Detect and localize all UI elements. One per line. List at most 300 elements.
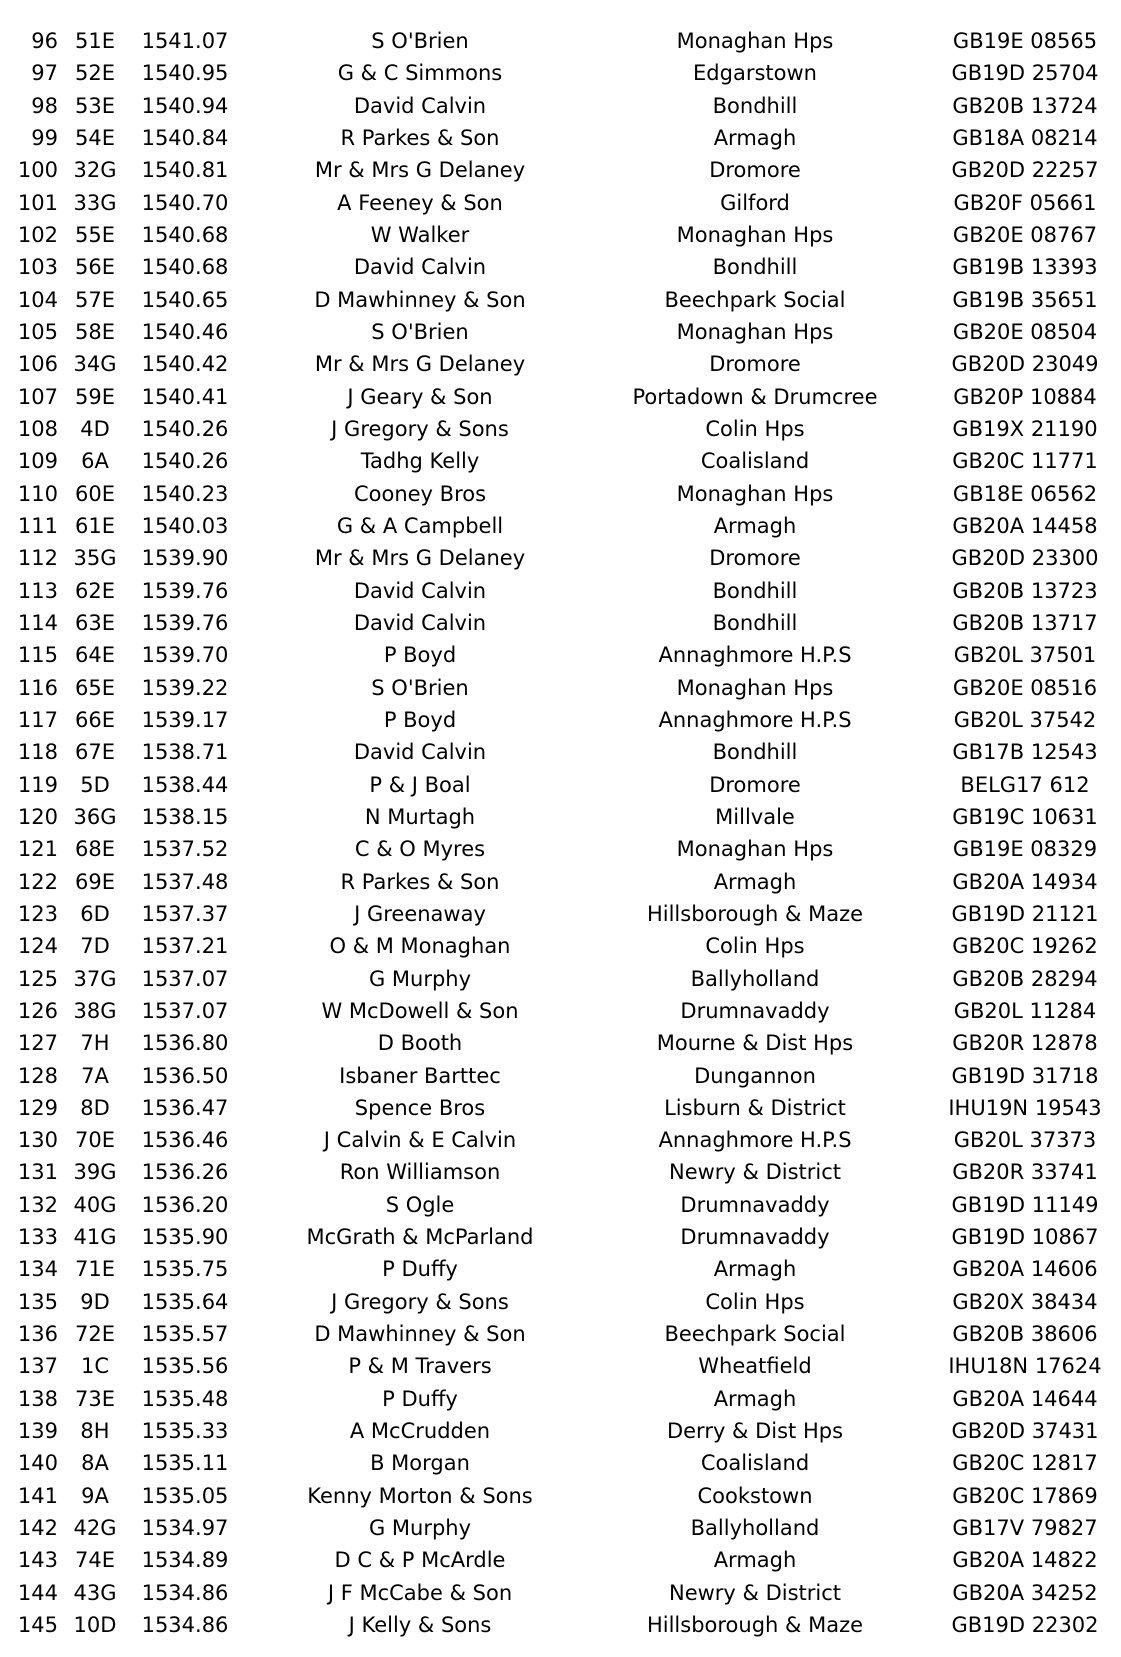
name-cell: David Calvin xyxy=(353,610,487,635)
ring-number-cell: GB17V 79827 xyxy=(952,1516,1098,1541)
name-cell: A McCrudden xyxy=(349,1419,491,1444)
velocity-cell: 1535.05 xyxy=(141,1483,229,1508)
club-cell: Armagh xyxy=(713,125,797,150)
velocity-cell: 1539.76 xyxy=(141,610,229,635)
velocity-cell: 1540.81 xyxy=(141,158,229,183)
club-cell: Portadown & Drumcree xyxy=(632,384,878,409)
club-cell: Annaghmore H.P.S xyxy=(658,643,852,668)
club-cell: Gilford xyxy=(720,190,790,215)
result-row xyxy=(0,930,1121,962)
name-cell: S O'Brien xyxy=(371,29,469,53)
velocity-cell: 1535.48 xyxy=(141,1386,229,1411)
result-row xyxy=(0,672,1121,704)
club-cell: Drumnavaddy xyxy=(680,1225,830,1250)
position-cell: 128 xyxy=(17,1063,58,1088)
position-cell: 133 xyxy=(17,1225,58,1250)
club-cell: Armagh xyxy=(713,513,797,538)
ring-number-cell: GB20A 14822 xyxy=(952,1548,1098,1573)
name-cell: N Murtagh xyxy=(364,804,476,829)
result-row xyxy=(0,607,1121,639)
result-row xyxy=(0,542,1121,574)
result-row xyxy=(0,1512,1121,1544)
ring-number-cell: GB20C 12817 xyxy=(952,1451,1098,1476)
ring-number-cell: GB19D 10867 xyxy=(951,1225,1099,1250)
club-cell: Armagh xyxy=(713,1386,797,1411)
name-cell: S Ogle xyxy=(385,1192,455,1217)
club-cell: Mourne & Dist Hps xyxy=(656,1031,854,1056)
name-cell: D Mawhinney & Son xyxy=(314,287,526,312)
code-cell: 65E xyxy=(75,675,115,700)
club-cell: Armagh xyxy=(713,1257,797,1282)
name-cell: W Walker xyxy=(370,222,470,247)
ring-number-cell: IHU19N 19543 xyxy=(948,1095,1102,1120)
result-row xyxy=(0,1318,1121,1350)
result-row xyxy=(0,348,1121,380)
velocity-cell: 1537.48 xyxy=(141,869,229,894)
club-cell: Dromore xyxy=(709,546,801,571)
ring-number-cell: GB20B 13717 xyxy=(952,610,1098,635)
code-cell: 41G xyxy=(73,1225,117,1250)
club-cell: Beechpark Social xyxy=(664,1322,846,1347)
code-cell: 10D xyxy=(73,1613,117,1638)
name-cell: P Duffy xyxy=(382,1257,458,1282)
position-cell: 114 xyxy=(17,610,58,635)
velocity-cell: 1539.70 xyxy=(141,643,229,668)
code-cell: 58E xyxy=(75,319,115,344)
result-row xyxy=(0,478,1121,510)
result-row xyxy=(0,1253,1121,1285)
name-cell: P Duffy xyxy=(382,1386,458,1411)
position-cell: 121 xyxy=(17,837,58,862)
result-row xyxy=(0,251,1121,283)
velocity-cell: 1539.90 xyxy=(141,546,229,571)
result-row xyxy=(0,736,1121,768)
name-cell: Spence Bros xyxy=(354,1095,486,1120)
code-cell: 53E xyxy=(75,93,115,118)
club-cell: Dromore xyxy=(709,772,801,797)
result-row xyxy=(0,284,1121,316)
ring-number-cell: GB20B 13724 xyxy=(952,93,1098,118)
ring-number-cell: GB19D 25704 xyxy=(951,61,1099,86)
ring-number-cell: GB17B 12543 xyxy=(952,740,1098,765)
name-cell: J Kelly & Sons xyxy=(348,1613,492,1638)
ring-number-cell: GB19D 21121 xyxy=(951,901,1099,926)
position-cell: 134 xyxy=(17,1257,58,1282)
name-cell: David Calvin xyxy=(353,93,487,118)
ring-number-cell: GB20C 11771 xyxy=(952,449,1098,474)
code-cell: 66E xyxy=(75,707,115,732)
velocity-cell: 1535.75 xyxy=(141,1257,229,1282)
position-cell: 111 xyxy=(17,513,58,538)
velocity-cell: 1539.17 xyxy=(141,707,229,732)
ring-number-cell: GB20E 08767 xyxy=(952,222,1098,247)
velocity-cell: 1540.84 xyxy=(141,125,229,150)
velocity-cell: 1535.57 xyxy=(141,1322,229,1347)
name-cell: G Murphy xyxy=(368,966,472,991)
ring-number-cell: GB19D 22302 xyxy=(951,1613,1099,1638)
ring-number-cell: IHU18N 17624 xyxy=(948,1354,1102,1379)
velocity-cell: 1537.07 xyxy=(141,966,229,991)
velocity-cell: 1538.71 xyxy=(141,740,229,765)
position-cell: 132 xyxy=(17,1192,58,1217)
code-cell: 8A xyxy=(81,1451,109,1476)
name-cell: D Booth xyxy=(377,1031,463,1056)
code-cell: 63E xyxy=(75,610,115,635)
velocity-cell: 1540.94 xyxy=(141,93,229,118)
code-cell: 68E xyxy=(75,837,115,862)
ring-number-cell: GB20C 17869 xyxy=(952,1483,1098,1508)
ring-number-cell: GB20D 23300 xyxy=(951,546,1099,571)
name-cell: C & O Myres xyxy=(354,837,486,862)
code-cell: 64E xyxy=(75,643,115,668)
result-row xyxy=(0,316,1121,348)
position-cell: 135 xyxy=(17,1289,58,1314)
velocity-cell: 1539.22 xyxy=(141,675,229,700)
name-cell: A Feeney & Son xyxy=(337,190,503,215)
name-cell: P & M Travers xyxy=(348,1354,492,1379)
code-cell: 4D xyxy=(80,416,110,441)
position-cell: 113 xyxy=(17,578,58,603)
name-cell: P Boyd xyxy=(383,707,457,732)
velocity-cell: 1540.95 xyxy=(141,61,229,86)
code-cell: 8H xyxy=(80,1419,110,1444)
position-cell: 123 xyxy=(17,901,58,926)
club-cell: Hillsborough & Maze xyxy=(646,1613,864,1638)
code-cell: 43G xyxy=(73,1580,117,1605)
position-cell: 126 xyxy=(17,998,58,1023)
club-cell: Bondhill xyxy=(712,578,798,603)
club-cell: Armagh xyxy=(713,869,797,894)
position-cell: 122 xyxy=(17,869,58,894)
position-cell: 104 xyxy=(17,287,58,312)
velocity-cell: 1540.68 xyxy=(141,255,229,280)
club-cell: Wheatfield xyxy=(698,1354,812,1379)
name-cell: David Calvin xyxy=(353,255,487,280)
result-row xyxy=(0,769,1121,801)
result-row xyxy=(0,445,1121,477)
ring-number-cell: GB18A 08214 xyxy=(952,125,1098,150)
result-row xyxy=(0,898,1121,930)
result-row xyxy=(0,1060,1121,1092)
club-cell: Dromore xyxy=(709,158,801,183)
position-cell: 112 xyxy=(17,546,58,571)
ring-number-cell: BELG17 612 xyxy=(960,772,1090,797)
club-cell: Coalisland xyxy=(700,449,810,474)
ring-number-cell: GB20D 37431 xyxy=(951,1419,1099,1444)
club-cell: Colin Hps xyxy=(705,416,805,441)
result-row xyxy=(0,90,1121,122)
velocity-cell: 1540.42 xyxy=(141,352,229,377)
ring-number-cell: GB20L 11284 xyxy=(953,998,1097,1023)
ring-number-cell: GB20X 38434 xyxy=(952,1289,1098,1314)
position-cell: 138 xyxy=(17,1386,58,1411)
position-cell: 102 xyxy=(17,222,58,247)
result-row xyxy=(0,1383,1121,1415)
position-cell: 109 xyxy=(17,449,58,474)
velocity-cell: 1539.76 xyxy=(141,578,229,603)
position-cell: 137 xyxy=(17,1354,58,1379)
ring-number-cell: GB20P 10884 xyxy=(953,384,1097,409)
result-row xyxy=(0,1027,1121,1059)
position-cell: 130 xyxy=(17,1128,58,1153)
position-cell: 140 xyxy=(17,1451,58,1476)
velocity-cell: 1535.33 xyxy=(141,1419,229,1444)
name-cell: Mr & Mrs G Delaney xyxy=(314,158,526,183)
velocity-cell: 1540.68 xyxy=(141,222,229,247)
club-cell: Newry & District xyxy=(668,1580,842,1605)
velocity-cell: 1541.07 xyxy=(141,29,229,53)
ring-number-cell: GB19X 21190 xyxy=(952,416,1098,441)
velocity-cell: 1534.86 xyxy=(141,1613,229,1638)
ring-number-cell: GB20A 14644 xyxy=(952,1386,1098,1411)
ring-number-cell: GB20L 37501 xyxy=(953,643,1097,668)
name-cell: Kenny Morton & Sons xyxy=(307,1483,533,1508)
club-cell: Bondhill xyxy=(712,93,798,118)
ring-number-cell: GB20R 33741 xyxy=(952,1160,1098,1185)
code-cell: 6D xyxy=(80,901,110,926)
ring-number-cell: GB19B 13393 xyxy=(952,255,1098,280)
name-cell: R Parkes & Son xyxy=(340,869,500,894)
name-cell: J Gregory & Sons xyxy=(331,416,509,441)
name-cell: Mr & Mrs G Delaney xyxy=(314,352,526,377)
velocity-cell: 1537.21 xyxy=(141,934,229,959)
position-cell: 131 xyxy=(17,1160,58,1185)
result-row xyxy=(0,801,1121,833)
position-cell: 119 xyxy=(17,772,58,797)
ring-number-cell: GB20B 13723 xyxy=(952,578,1098,603)
result-row xyxy=(0,1221,1121,1253)
velocity-cell: 1535.56 xyxy=(141,1354,229,1379)
ring-number-cell: GB20B 38606 xyxy=(952,1322,1098,1347)
code-cell: 38G xyxy=(73,998,117,1023)
code-cell: 72E xyxy=(75,1322,115,1347)
result-row xyxy=(0,995,1121,1027)
code-cell: 70E xyxy=(75,1128,115,1153)
results-list xyxy=(0,25,1121,1641)
club-cell: Monaghan Hps xyxy=(676,319,834,344)
position-cell: 145 xyxy=(17,1613,58,1638)
club-cell: Ballyholland xyxy=(690,966,820,991)
position-cell: 106 xyxy=(17,352,58,377)
position-cell: 107 xyxy=(17,384,58,409)
club-cell: Monaghan Hps xyxy=(676,29,834,53)
club-cell: Annaghmore H.P.S xyxy=(658,1128,852,1153)
position-cell: 136 xyxy=(17,1322,58,1347)
ring-number-cell: GB20C 19262 xyxy=(952,934,1098,959)
position-cell: 129 xyxy=(17,1095,58,1120)
velocity-cell: 1540.46 xyxy=(141,319,229,344)
code-cell: 8D xyxy=(80,1095,110,1120)
code-cell: 71E xyxy=(75,1257,115,1282)
club-cell: Drumnavaddy xyxy=(680,1192,830,1217)
name-cell: McGrath & McParland xyxy=(306,1225,534,1250)
club-cell: Edgarstown xyxy=(693,61,817,86)
code-cell: 42G xyxy=(73,1516,117,1541)
club-cell: Colin Hps xyxy=(705,1289,805,1314)
name-cell: G Murphy xyxy=(368,1516,472,1541)
club-cell: Hillsborough & Maze xyxy=(646,901,864,926)
velocity-cell: 1536.80 xyxy=(141,1031,229,1056)
velocity-cell: 1538.15 xyxy=(141,804,229,829)
code-cell: 5D xyxy=(80,772,110,797)
result-row xyxy=(0,963,1121,995)
name-cell: J F McCabe & Son xyxy=(327,1580,513,1605)
result-row xyxy=(0,219,1121,251)
ring-number-cell: GB19E 08329 xyxy=(952,837,1098,862)
name-cell: R Parkes & Son xyxy=(340,125,500,150)
result-row xyxy=(0,575,1121,607)
code-cell: 9A xyxy=(81,1483,109,1508)
velocity-cell: 1534.86 xyxy=(141,1580,229,1605)
club-cell: Millvale xyxy=(715,804,795,829)
name-cell: G & A Campbell xyxy=(336,513,504,538)
name-cell: J Calvin & E Calvin xyxy=(323,1128,517,1153)
ring-number-cell: GB20E 08516 xyxy=(952,675,1098,700)
club-cell: Annaghmore H.P.S xyxy=(658,707,852,732)
ring-number-cell: GB20E 08504 xyxy=(952,319,1098,344)
name-cell: S O'Brien xyxy=(371,319,469,344)
club-cell: Bondhill xyxy=(712,740,798,765)
name-cell: David Calvin xyxy=(353,578,487,603)
result-row xyxy=(0,1609,1121,1641)
velocity-cell: 1537.07 xyxy=(141,998,229,1023)
club-cell: Bondhill xyxy=(712,255,798,280)
ring-number-cell: GB20F 05661 xyxy=(953,190,1097,215)
velocity-cell: 1535.11 xyxy=(141,1451,229,1476)
result-row xyxy=(0,122,1121,154)
name-cell: S O'Brien xyxy=(371,675,469,700)
velocity-cell: 1540.70 xyxy=(141,190,229,215)
club-cell: Monaghan Hps xyxy=(676,837,834,862)
code-cell: 7A xyxy=(81,1063,109,1088)
velocity-cell: 1534.97 xyxy=(141,1516,229,1541)
club-cell: Derry & Dist Hps xyxy=(666,1419,844,1444)
ring-number-cell: GB20A 14606 xyxy=(952,1257,1098,1282)
position-cell: 103 xyxy=(17,255,58,280)
code-cell: 55E xyxy=(75,222,115,247)
name-cell: David Calvin xyxy=(353,740,487,765)
position-cell: 105 xyxy=(17,319,58,344)
code-cell: 7D xyxy=(80,934,110,959)
code-cell: 52E xyxy=(75,61,115,86)
position-cell: 115 xyxy=(17,643,58,668)
code-cell: 33G xyxy=(73,190,117,215)
name-cell: D C & P McArdle xyxy=(334,1548,506,1573)
position-cell: 97 xyxy=(31,61,58,86)
position-cell: 96 xyxy=(31,29,58,53)
position-cell: 124 xyxy=(17,934,58,959)
name-cell: Tadhg Kelly xyxy=(360,449,480,474)
ring-number-cell: GB20D 23049 xyxy=(951,352,1099,377)
code-cell: 51E xyxy=(75,29,115,53)
velocity-cell: 1535.90 xyxy=(141,1225,229,1250)
result-row xyxy=(0,25,1121,57)
result-row xyxy=(0,866,1121,898)
name-cell: G & C Simmons xyxy=(337,61,503,86)
code-cell: 67E xyxy=(75,740,115,765)
ring-number-cell: GB20B 28294 xyxy=(952,966,1098,991)
velocity-cell: 1536.47 xyxy=(141,1095,229,1120)
name-cell: J Gregory & Sons xyxy=(331,1289,509,1314)
ring-number-cell: GB20A 34252 xyxy=(952,1580,1098,1605)
position-cell: 110 xyxy=(17,481,58,506)
club-cell: Dungannon xyxy=(694,1063,816,1088)
result-row xyxy=(0,1092,1121,1124)
ring-number-cell: GB20A 14458 xyxy=(952,513,1098,538)
result-row xyxy=(0,639,1121,671)
code-cell: 40G xyxy=(73,1192,117,1217)
result-row xyxy=(0,1286,1121,1318)
ring-number-cell: GB20R 12878 xyxy=(952,1031,1098,1056)
code-cell: 7H xyxy=(80,1031,110,1056)
position-cell: 141 xyxy=(17,1483,58,1508)
club-cell: Ballyholland xyxy=(690,1516,820,1541)
code-cell: 34G xyxy=(73,352,117,377)
code-cell: 73E xyxy=(75,1386,115,1411)
result-row xyxy=(0,413,1121,445)
velocity-cell: 1537.52 xyxy=(141,837,229,862)
position-cell: 139 xyxy=(17,1419,58,1444)
position-cell: 116 xyxy=(17,675,58,700)
position-cell: 117 xyxy=(17,707,58,732)
velocity-cell: 1540.26 xyxy=(141,416,229,441)
result-row xyxy=(0,154,1121,186)
club-cell: Dromore xyxy=(709,352,801,377)
result-row xyxy=(0,1124,1121,1156)
velocity-cell: 1540.65 xyxy=(141,287,229,312)
ring-number-cell: GB19D 31718 xyxy=(951,1063,1099,1088)
club-cell: Monaghan Hps xyxy=(676,675,834,700)
club-cell: Monaghan Hps xyxy=(676,481,834,506)
name-cell: Mr & Mrs G Delaney xyxy=(314,546,526,571)
ring-number-cell: GB20D 22257 xyxy=(951,158,1099,183)
position-cell: 143 xyxy=(17,1548,58,1573)
velocity-cell: 1534.89 xyxy=(141,1548,229,1573)
ring-number-cell: GB19D 11149 xyxy=(951,1192,1099,1217)
ring-number-cell: GB20L 37373 xyxy=(953,1128,1097,1153)
position-cell: 101 xyxy=(17,190,58,215)
club-cell: Monaghan Hps xyxy=(676,222,834,247)
position-cell: 142 xyxy=(17,1516,58,1541)
code-cell: 54E xyxy=(75,125,115,150)
position-cell: 125 xyxy=(17,966,58,991)
result-row xyxy=(0,1544,1121,1576)
position-cell: 98 xyxy=(31,93,58,118)
name-cell: Ron Williamson xyxy=(339,1160,501,1185)
code-cell: 39G xyxy=(73,1160,117,1185)
result-row xyxy=(0,187,1121,219)
code-cell: 56E xyxy=(75,255,115,280)
code-cell: 32G xyxy=(73,158,117,183)
velocity-cell: 1536.26 xyxy=(141,1160,229,1185)
ring-number-cell: GB19C 10631 xyxy=(952,804,1098,829)
club-cell: Drumnavaddy xyxy=(680,998,830,1023)
position-cell: 118 xyxy=(17,740,58,765)
code-cell: 36G xyxy=(73,804,117,829)
velocity-cell: 1536.20 xyxy=(141,1192,229,1217)
result-row xyxy=(0,1577,1121,1609)
club-cell: Bondhill xyxy=(712,610,798,635)
position-cell: 108 xyxy=(17,416,58,441)
velocity-cell: 1540.23 xyxy=(141,481,229,506)
position-cell: 144 xyxy=(17,1580,58,1605)
code-cell: 61E xyxy=(75,513,115,538)
code-cell: 1C xyxy=(80,1354,110,1379)
code-cell: 59E xyxy=(75,384,115,409)
position-cell: 99 xyxy=(31,125,58,150)
result-row xyxy=(0,1415,1121,1447)
name-cell: P Boyd xyxy=(383,643,457,668)
